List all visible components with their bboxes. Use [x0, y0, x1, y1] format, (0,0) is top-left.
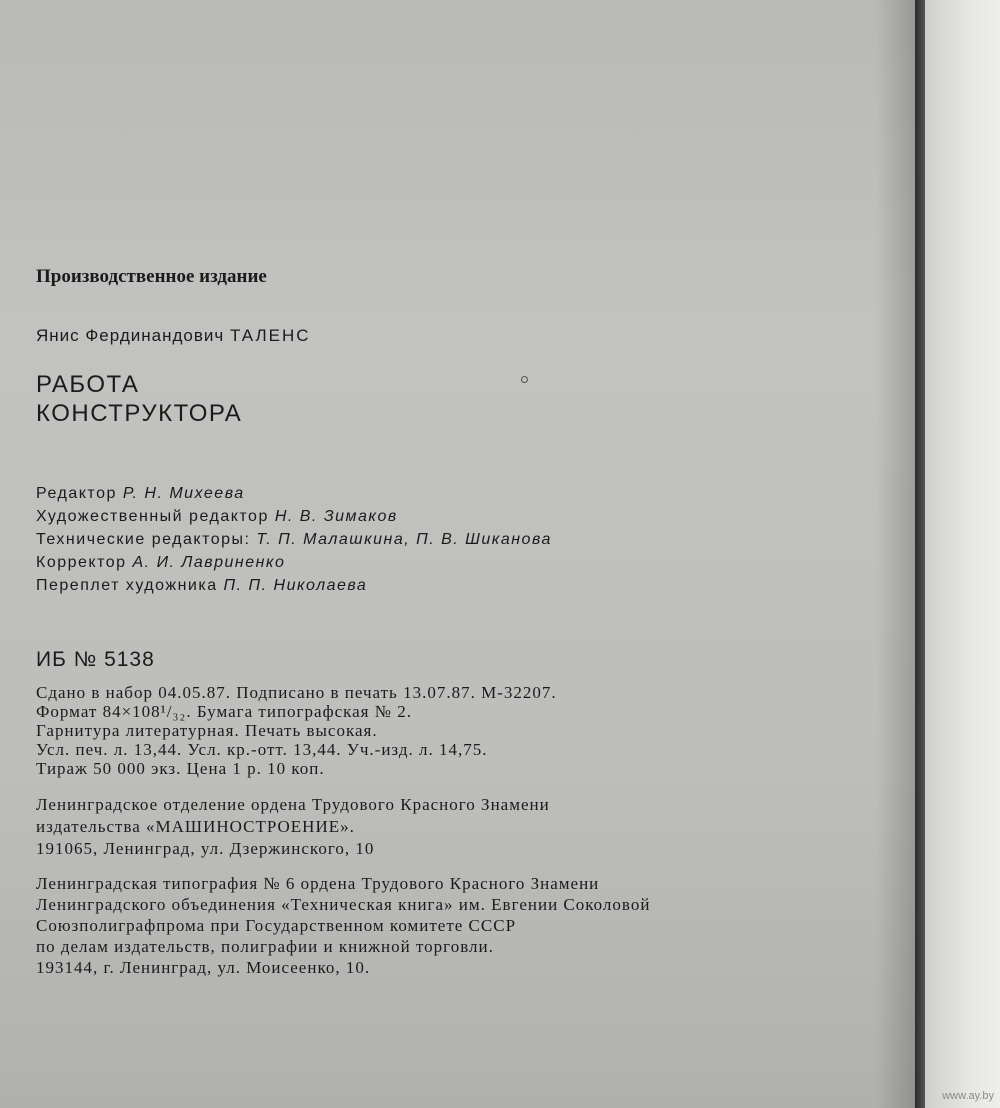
credit-name: Р. Н. Михеева: [122, 485, 245, 502]
credit-role: Корректор: [36, 554, 127, 571]
author-given-name: Янис Фердинандович: [36, 326, 225, 345]
edition-type: Производственное издание: [36, 266, 267, 287]
credit-line: [36, 574, 552, 597]
book-gutter: [915, 0, 925, 1108]
paper-speck: [521, 376, 528, 383]
author: [36, 326, 311, 346]
imprint-line: Гарнитура литературная. Печать высокая.: [36, 721, 378, 740]
credit-line: [36, 528, 552, 551]
publisher-line: 191065, Ленинград, ул. Дзержинского, 10: [36, 839, 375, 858]
imprint-line: Формат 84×108¹/₃₂. Бумага типографская № 2.: [36, 702, 412, 721]
publisher-line: Ленинградское отделение ордена Трудового Красного Знамени: [36, 795, 550, 814]
credit-role: Технические редакторы:: [36, 531, 251, 548]
credit-line: [36, 551, 552, 574]
credits: [36, 482, 552, 597]
publisher: [36, 794, 550, 860]
imprint-line: Сдано в набор 04.05.87. Подписано в печать 13.07.87. М-32207.: [36, 683, 557, 702]
printer-line: Союзполиграфпрома при Государственном комитете СССР: [36, 916, 517, 935]
printer-line: Ленинградского объединения «Техническая книга» им. Евгении Соколовой: [36, 895, 651, 914]
credit-role: Редактор: [36, 485, 117, 502]
credit-line: [36, 505, 552, 528]
credit-role: Переплет художника: [36, 577, 218, 594]
credit-name: Т. П. Малашкина, П. В. Шиканова: [256, 531, 552, 548]
adjacent-page: [925, 0, 1000, 1108]
printer-line: 193144, г. Ленинград, ул. Моисеенко, 10.: [36, 958, 371, 977]
publisher-line: издательства «МАШИНОСТРОЕНИЕ».: [36, 817, 355, 836]
author-surname: ТАЛЕНС: [229, 326, 311, 345]
printer: [36, 873, 650, 978]
credit-name: П. П. Николаева: [223, 577, 368, 594]
printer-line: Ленинградская типография № 6 ордена Трудового Красного Знамени: [36, 874, 600, 893]
imprint: [36, 683, 557, 778]
imprint-line: Тираж 50 000 экз. Цена 1 р. 10 коп.: [36, 759, 325, 778]
book-title-line: РАБОТА: [36, 371, 140, 398]
credit-name: Н. В. Зимаков: [274, 508, 398, 525]
credit-role: Художественный редактор: [36, 508, 269, 525]
watermark: www.ay.by: [942, 1090, 994, 1102]
imprint-line: Усл. печ. л. 13,44. Усл. кр.-отт. 13,44. Уч.-изд. л. 14,75.: [36, 740, 488, 759]
ib-number: ИБ № 5138: [36, 648, 155, 671]
credit-name: А. И. Лавриненко: [132, 554, 286, 571]
book-title: [36, 370, 242, 428]
printer-line: по делам издательств, полиграфии и книжной торговли.: [36, 937, 494, 956]
credit-line: [36, 482, 552, 505]
book-title-line: КОНСТРУКТОРА: [36, 400, 243, 427]
